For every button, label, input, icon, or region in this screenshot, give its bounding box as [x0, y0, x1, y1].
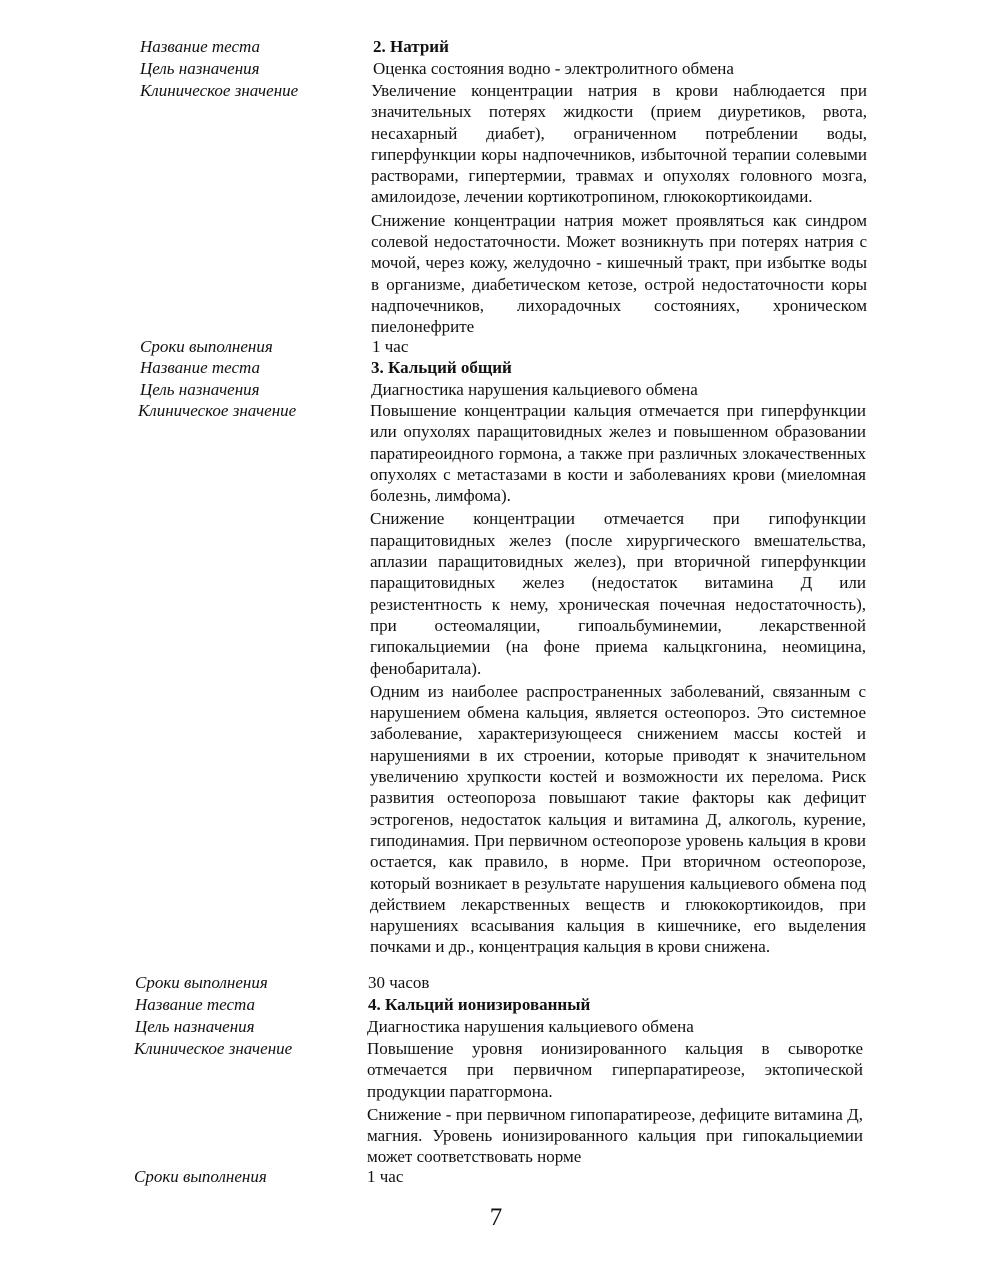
clinical-paragraph: Повышение концентрации кальция отмечается при гиперфункции или опухолях паращитовидных желез и повышенном образовании паратиреоидного гормона, а также при различных злокачественных опухолях с метастазами в кости и заболеваниях крови (миеломная болезнь, лимфома).: [370, 401, 866, 506]
duration-value: 30 часов: [368, 973, 430, 992]
purpose-value: Диагностика нарушения кальциевого обмена: [367, 1017, 694, 1036]
test-title: 3. Кальций общий: [371, 358, 512, 377]
clinical-text: [367, 1038, 863, 1168]
test-title: 2. Натрий: [373, 37, 449, 56]
test-name-label: Название теста: [140, 358, 261, 377]
purpose-label: Цель назначения: [135, 1017, 255, 1036]
clinical-label: Клиническое значение: [134, 1039, 293, 1058]
test-name-label: Название теста: [140, 37, 261, 56]
duration-value: 1 час: [372, 337, 409, 356]
page-number: 7: [489, 1204, 503, 1231]
duration-label: Сроки выполнения: [134, 1167, 267, 1186]
purpose-label: Цель назначения: [140, 380, 260, 399]
clinical-paragraph: Увеличение концентрации натрия в крови наблюдается при значительных потерях жидкости (прием диуретиков, рвота, несахарный диабет), ограниченном потреблении воды, гиперфункции коры надпочечников, избыточной терапии солевыми растворами, гипертермии, травмах и опухолях головного мозга, амилоидозе, лечении кортикотропином, глюкокортикоидами.: [371, 81, 867, 207]
clinical-paragraph: Одним из наиболее распространенных заболеваний, связанным с нарушением обмена кальция, является остеопороз. Это системное заболевание, характеризующееся снижением массы костей и нарушениями в их строении, которые приводят к значительном увеличению хрупкости костей и возможности их перелома. Риск развития остеопороза повышают такие факторы как дефицит эстрогенов, недостаток кальция и витамина Д, алкоголь, курение, гиподинамия. При первичном остеопорозе уровень кальция в крови остается, как правило, в норме. При вторичном остеопорозе, который возникает в результате нарушения кальциевого обмена под действием лекарственных веществ и глюкокортикоидов, при нарушениях всасывания кальция в кишечнике, его выделения почками и др., концентрация кальция в крови снижена.: [370, 681, 866, 957]
clinical-paragraph: Снижение - при первичном гипопаратиреозе, дефиците витамина Д, магния. Уровень ионизированного кальция при гипокальциемии может соответствовать норме: [367, 1104, 863, 1167]
clinical-text: [371, 80, 867, 338]
clinical-paragraph: Снижение концентрации натрия может проявляться как синдром солевой недостаточности. Может возникнуть при потерях натрия с мочой, через кожу, желудочно - кишечный тракт, при избытке воды в организме, диабетическом кетозе, острой недостаточности коры надпочечников, лихорадочных состояниях, хроническом пиелонефрите: [371, 210, 867, 337]
clinical-paragraph: Снижение концентрации отмечается при гипофункции паращитовидных желез (после хирургического вмешательства, аплазии паращитовидных желез), при вторичной гиперфункции паращитовидных желез (недостаток витамина Д или резистентность к нему, хроническая почечная недостаточность), при остеомаляции, гипоальбуминемии, лекарственной гипокальциемии (на фоне приема кальцкгонина, неомицина, фенобаритала).: [370, 509, 866, 678]
purpose-value: Оценка состояния водно - электролитного обмена: [373, 59, 734, 78]
purpose-value: Диагностика нарушения кальциевого обмена: [371, 380, 698, 399]
purpose-label: Цель назначения: [140, 59, 260, 78]
duration-label: Сроки выполнения: [140, 337, 273, 356]
test-name-label: Название теста: [135, 995, 256, 1014]
clinical-paragraph: Повышение уровня ионизированного кальция в сыворотке отмечается при первичном гиперпаратиреозе, эктопической продукции паратгормона.: [367, 1039, 863, 1101]
duration-value: 1 час: [367, 1167, 404, 1186]
clinical-label: Клиническое значение: [138, 401, 297, 420]
test-title: 4. Кальций ионизированный: [368, 995, 591, 1014]
duration-label: Сроки выполнения: [135, 973, 268, 992]
clinical-text: [370, 400, 866, 958]
clinical-label: Клиническое значение: [140, 81, 299, 100]
